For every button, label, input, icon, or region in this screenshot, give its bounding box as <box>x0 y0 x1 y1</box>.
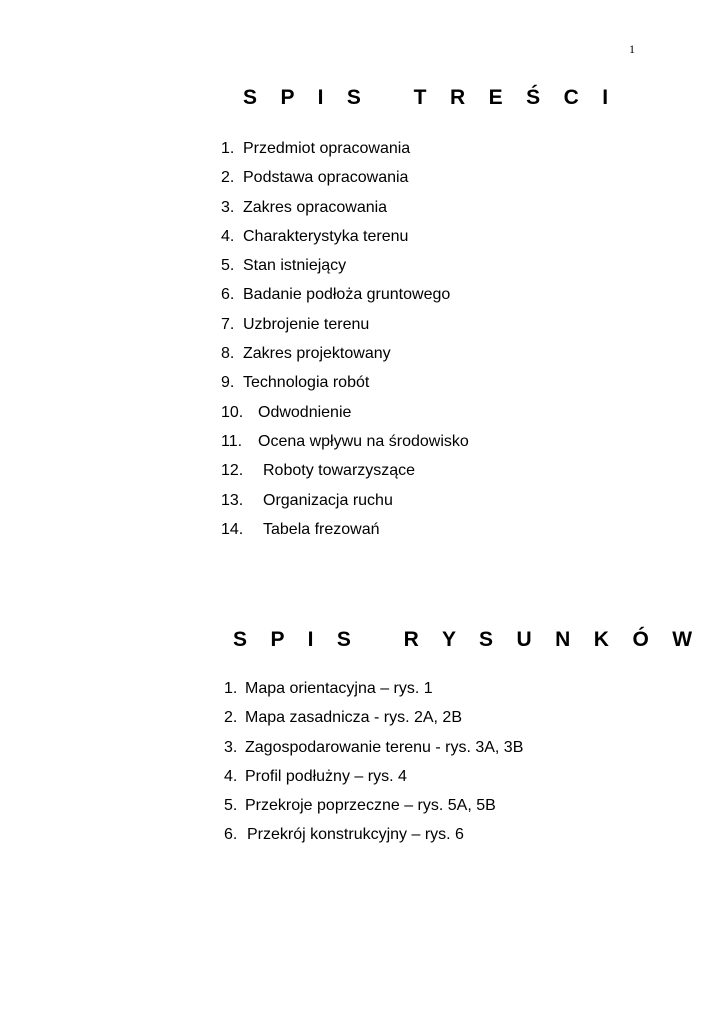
toc-item-text: Zakres opracowania <box>243 198 388 216</box>
toc-item-number: 12. <box>221 462 244 480</box>
toc-item-number: 4. <box>221 227 235 245</box>
toc-item <box>221 168 469 197</box>
toc-item <box>221 520 469 549</box>
toc-list <box>221 139 469 549</box>
drawing-item-text: Przekroje poprzeczne – rys. 5A, 5B <box>245 797 496 815</box>
drawing-item-number: 2. <box>224 709 238 727</box>
toc-item-number: 7. <box>221 315 235 333</box>
toc-item-number: 8. <box>221 345 235 363</box>
toc-item-text: Przedmiot opracowania <box>243 140 411 157</box>
toc-item-number: 5. <box>221 257 235 275</box>
toc-item <box>221 461 469 490</box>
drawing-item-number: 3. <box>224 738 238 756</box>
toc-item-text: Ocena wpływu na środowisko <box>258 432 469 450</box>
toc-item-text: Podstawa opracowania <box>243 169 409 187</box>
drawing-item-text: Profil podłużny – rys. 4 <box>245 767 407 785</box>
drawing-item-text: Zagospodarowanie terenu - rys. 3A, 3B <box>245 738 524 756</box>
toc-item <box>221 198 469 227</box>
drawing-item <box>224 767 523 796</box>
drawing-item <box>224 679 523 708</box>
toc-item-text: Odwodnienie <box>258 403 352 421</box>
toc-item-number: 14. <box>221 520 244 538</box>
drawing-item-text: Mapa zasadnicza - rys. 2A, 2B <box>245 709 462 727</box>
drawing-item <box>224 825 523 854</box>
toc-item-text: Badanie podłoża gruntowego <box>243 286 451 304</box>
drawings-heading: S P I S R Y S U N K Ó W <box>233 628 701 651</box>
toc-item-text: Stan istniejący <box>243 257 347 275</box>
toc-heading: S P I S T R E Ś C I <box>243 86 617 109</box>
toc-item <box>221 139 469 168</box>
drawing-item-number: 4. <box>224 767 238 785</box>
toc-item <box>221 432 469 461</box>
toc-item-number: 3. <box>221 198 235 216</box>
page-number: 1 <box>629 42 635 56</box>
toc-item-text: Charakterystyka terenu <box>243 227 409 245</box>
toc-item <box>221 315 469 344</box>
drawing-item-number: 5. <box>224 797 238 815</box>
drawing-item-number: 6. <box>224 826 238 844</box>
drawing-item <box>224 708 523 737</box>
drawing-item-text: Przekrój konstrukcyjny – rys. 6 <box>247 826 464 844</box>
toc-item-text: Roboty towarzyszące <box>263 462 416 480</box>
toc-item-number: 9. <box>221 374 235 392</box>
toc-item-text: Organizacja ruchu <box>263 491 393 509</box>
toc-item-number: 13. <box>221 491 244 509</box>
toc-item <box>221 285 469 314</box>
toc-item <box>221 373 469 402</box>
toc-item <box>221 227 469 256</box>
toc-item-number: 10. <box>221 403 244 421</box>
toc-item-text: Technologia robót <box>243 374 370 392</box>
toc-item-number: 1. <box>221 140 235 157</box>
drawings-list <box>224 679 523 855</box>
toc-item <box>221 491 469 520</box>
toc-item <box>221 256 469 285</box>
drawing-item-text: Mapa orientacyjna – rys. 1 <box>245 680 433 697</box>
drawing-item <box>224 796 523 825</box>
toc-item-number: 11. <box>221 432 243 450</box>
toc-item <box>221 344 469 373</box>
toc-item-text: Zakres projektowany <box>243 345 391 363</box>
drawing-item-number: 1. <box>224 680 238 697</box>
toc-item-text: Uzbrojenie terenu <box>243 315 370 333</box>
toc-item <box>221 403 469 432</box>
toc-item-number: 6. <box>221 286 235 304</box>
drawing-item <box>224 738 523 767</box>
toc-item-number: 2. <box>221 169 235 187</box>
toc-item-text: Tabela frezowań <box>263 520 380 538</box>
